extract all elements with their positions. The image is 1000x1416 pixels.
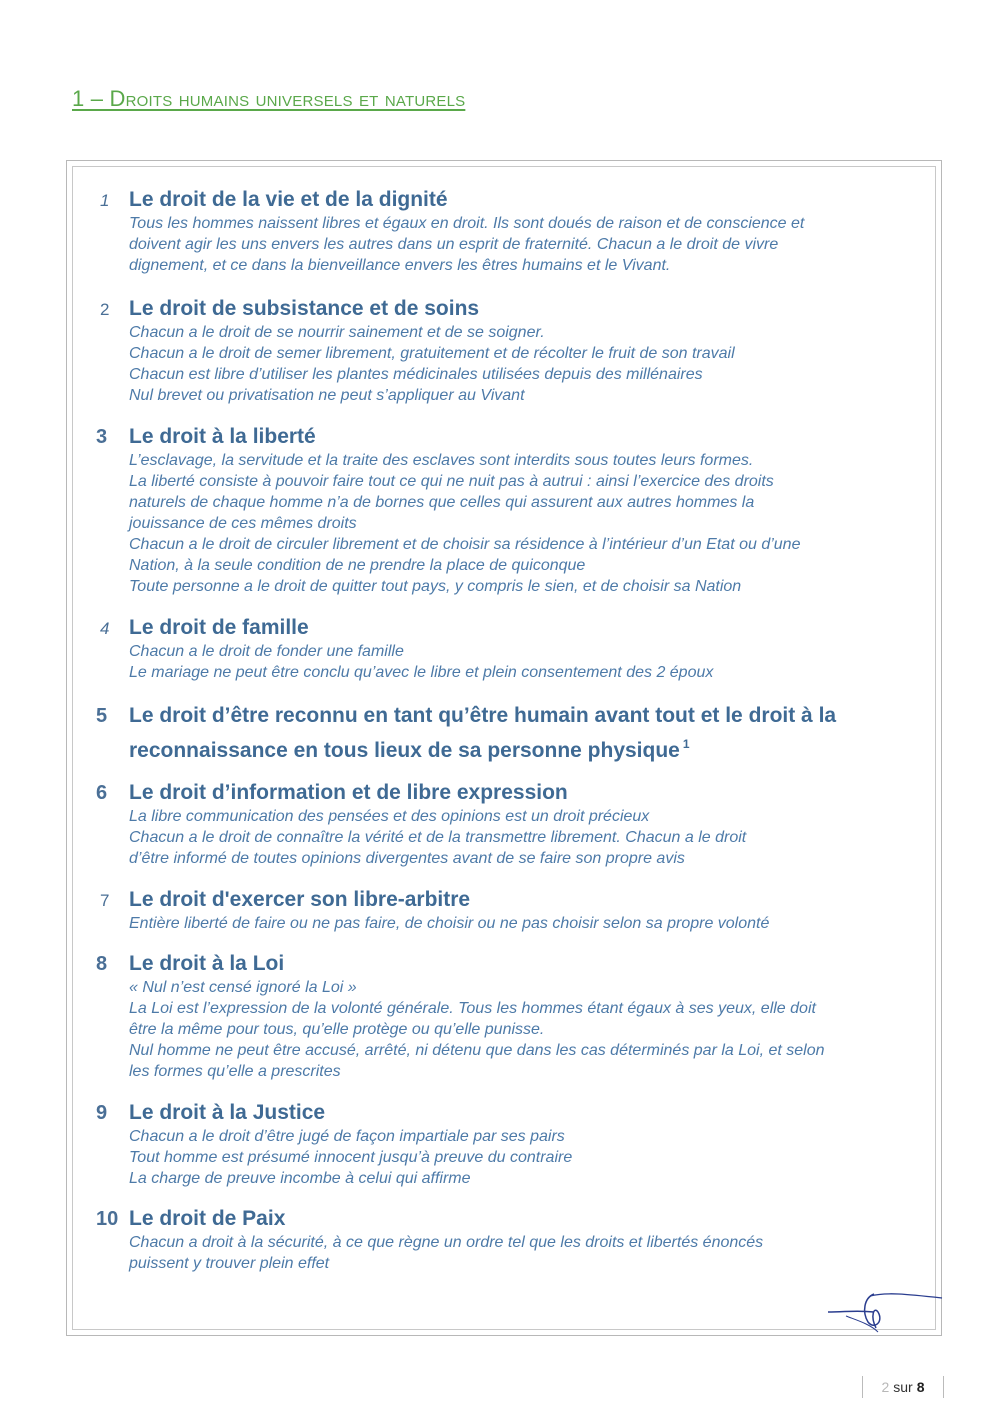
article-8 [96,952,922,1082]
article-text: Chacun est libre d’utiliser les plantes médicinales utilisées depuis des millénaires [129,366,703,383]
article-number: 3 [96,426,108,448]
article-text: Tous les hommes naissent libres et égaux en droit. Ils sont doués de raison et de conscience et [129,215,805,232]
article-title-continued: reconnaissance en tous lieux de sa personne physique [129,739,680,762]
article-title: Le droit de la vie et de la dignité [129,188,448,211]
article-number: 8 [96,953,108,975]
article-number: 7 [100,891,110,910]
page-total: 8 [916,1379,925,1395]
article-text: « Nul n’est censé ignoré la Loi » [129,979,357,996]
page-current: 2 [881,1379,890,1395]
article-number: 9 [96,1102,108,1124]
article-text: Le mariage ne peut être conclu qu’avec le libre et plein consentement des 2 époux [129,664,714,681]
article-text: Nul homme ne peut être accusé, arrêté, ni détenu que dans les cas déterminés par la Loi, et selon [129,1042,825,1059]
article-text: L’esclavage, la servitude et la traite des esclaves sont interdits sous toutes leurs formes. [129,452,754,469]
article-2 [96,297,922,406]
article-text: Chacun a le droit de connaître la vérité et de la transmettre librement. Chacun a le droit [129,829,747,846]
article-text: La liberté consiste à pouvoir faire tout ce qui ne nuit pas à autrui : ainsi l’exercice des droits [129,473,774,490]
article-text: être la même pour tous, qu’elle protège ou qu’elle punisse. [129,1021,545,1038]
article-title: Le droit de subsistance et de soins [129,297,480,320]
article-text: La charge de preuve incombe à celui qui affirme [129,1170,471,1187]
article-number: 6 [96,782,108,804]
article-text: Tout homme est présumé innocent jusqu’à preuve du contraire [129,1149,573,1166]
article-text: La Loi est l’expression de la volonté générale. Tous les hommes étant égaux à ses yeux, elle doit [129,1000,816,1017]
article-text: naturels de chaque homme n’a de bornes que celles qui assurent aux autres hommes la [129,494,755,511]
article-number: 5 [96,705,108,727]
article-text: Nation, à la seule condition de ne prendre la place de quiconque [129,557,586,574]
article-number: 1 [100,191,110,210]
article-text: d’être informé de toutes opinions divergentes avant de se faire son propre avis [129,850,685,867]
article-text: les formes qu’elle a prescrites [129,1063,341,1080]
article-title: Le droit de Paix [129,1207,286,1230]
article-number: 10 [96,1208,119,1230]
article-text: Chacun a le droit de circuler librement et de choisir sa résidence à l’intérieur d’un Etat ou d’une [129,536,801,553]
article-text: Chacun a le droit d’être jugé de façon impartiale par ses pairs [129,1128,565,1145]
article-10 [96,1207,922,1274]
article-title: Le droit d’être reconnu en tant qu’être humain avant tout et le droit à la [129,704,837,727]
article-5 [96,701,922,765]
article-text: Chacun a droit à la sécurité, à ce que règne un ordre tel que les droits et libertés énoncés [129,1234,764,1251]
article-text: Chacun a le droit de se nourrir sainement et de se soigner. [129,324,545,341]
article-7 [96,888,922,934]
article-number: 4 [100,619,110,638]
article-text: jouissance de ces mêmes droits [129,515,357,532]
article-6 [96,781,922,869]
article-title: Le droit à la liberté [129,425,316,448]
page-separator: sur [893,1379,913,1395]
article-text: Nul brevet ou privatisation ne peut s’appliquer au Vivant [129,387,525,404]
article-title: Le droit d’information et de libre expression [129,781,568,804]
article-text: Chacun a le droit de fonder une famille [129,643,404,660]
article-text: Toute personne a le droit de quitter tout pays, y compris le sien, et de choisir sa Nation [129,578,742,595]
footnote-marker: 1 [682,737,690,751]
article-9 [96,1101,922,1189]
article-text: La libre communication des pensées et des opinions est un droit précieux [129,808,650,825]
articles-list [96,188,922,1274]
article-text: puissent y trouver plein effet [129,1255,330,1272]
article-title: Le droit de famille [129,616,309,639]
article-title: Le droit à la Justice [129,1101,326,1124]
article-text: Entière liberté de faire ou ne pas faire, de choisir ou ne pas choisir selon sa propre volonté [129,915,770,932]
section-title: 1 – Droits humains universels et naturels [72,86,466,111]
article-text: dignement, et ce dans la bienveillance envers les êtres humains et le Vivant. [129,257,671,274]
article-text: doivent agir les uns envers les autres dans un esprit de fraternité. Chacun a le droit de vivre [129,236,779,253]
signature-icon [826,1282,946,1342]
article-1 [96,188,922,276]
article-4 [96,616,922,683]
article-number: 2 [100,300,110,319]
article-title: Le droit d'exercer son libre-arbitre [129,888,471,911]
page-indicator [862,1376,944,1398]
article-title: Le droit à la Loi [129,952,285,975]
article-text: Chacun a le droit de semer librement, gratuitement et de récolter le fruit de son travail [129,345,735,362]
article-3 [96,425,922,597]
